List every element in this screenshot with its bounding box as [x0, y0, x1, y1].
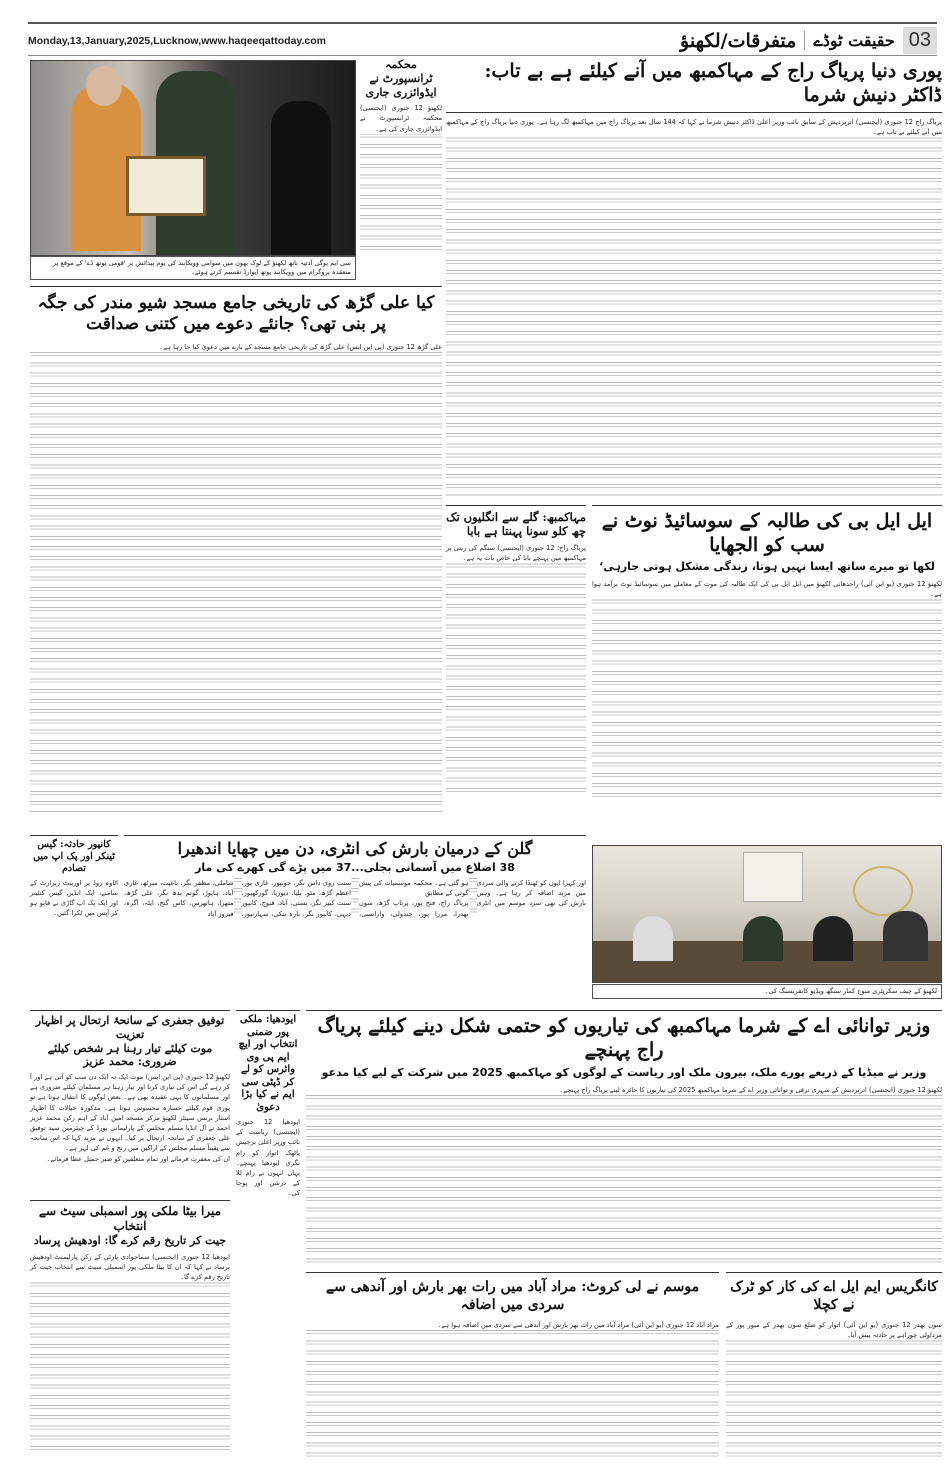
figure-shape	[271, 101, 331, 256]
article-minister	[306, 1010, 942, 1265]
subheadline: موت کیلئے تیار رہنا ہر شخص کیلئے ضروری: محمد عزیز	[47, 1041, 213, 1069]
article-lead: اور کہرا ایوں کو ٹھنڈا کرتے والی سردی میں مزید اضافہ کر رہا ہے۔ وہیں بارش کی بھی سرد موسم میں انٹری ہو گئی ہے۔ محکمہ موسمیات کی پیش گوئی کے مطابق	[359, 878, 586, 919]
article-lead: سون بھدر 12 جنوری (یو این آئی) اتوار کو ضلع سون بھدر کے میور پور کے مرداولی چوراہے پر حادثہ پیش آیا۔	[726, 1321, 942, 1340]
article-awadhesh	[30, 1200, 230, 1452]
header-rule	[28, 22, 937, 24]
article-moradabad	[306, 1272, 719, 1460]
certificate	[126, 156, 206, 216]
section-title: متفرقات/لکھنؤ	[680, 29, 797, 52]
headline: پوری دنیا پریاگ راج کے مہاکمبھ میں آنے کیلئے ہے بے تاب: ڈاکٹر دنیش شرما	[446, 60, 942, 113]
screen-shape	[743, 852, 803, 902]
headline: کانپور حادثہ: گیس ٹینکر اور پک اپ میں تصادم	[30, 835, 118, 875]
article-kanpur	[30, 835, 118, 918]
subheadline: 38 اضلاع میں آسمانی بجلی...37 میں پڑے گی کھرے کی مار	[195, 861, 515, 874]
headline: ایودھیا: ملکی پور ضمنی انتخاب اور ایچ ایم پی وی وائرس کو لے کر ڈپٹی سی ایم نے کیا بڑا دعویٰ	[236, 1010, 300, 1114]
article-lead: علی گڑھ 12 جنوری (پی این ایس) علی گڑھ کی تاریخی جامع مسجد کے بارے میں دعویٰ کیا جا رہا ہے۔	[30, 342, 442, 352]
article-jafri	[30, 1010, 230, 1164]
article-student	[592, 505, 942, 799]
headline: میرا بیٹا ملکی پور اسمبلی سیٹ سے انتخاب	[30, 1200, 230, 1234]
article-lead: پریاگ راج 12 جنوری (ایجنسی) اترپردیش کے سابق نائب وزیر اعلیٰ ڈاکٹر دنیش شرما نے کہا کہ 144 سال بعد پریاگ راج میں مہاکمبھ لگ رہا ہے۔ پوری دنیا پریاگ راج کے مہاکمبھ میں آنے کیلئے بے تاب ہے۔	[446, 117, 942, 136]
article-closing: ان کی مغفرت فرمائے اور تمام متعلقین کو صبر جمیل عطا فرمائے۔	[30, 1154, 230, 1164]
headline: محکمہ ٹرانسپورٹ نے ایڈوائزری جاری	[365, 58, 437, 99]
article-baba	[446, 505, 586, 793]
page-number: 03	[903, 27, 937, 54]
headline: گلن کے درمیان بارش کی انٹری، دن میں چھایا اندھیرا	[124, 835, 586, 859]
article-lead: اٹاوہ روڈ پر اورینٹ ریزارٹ کے سامنے، ایک انڈین گیس کنٹینر اور ایک پک اپ گاڑی بے قابو ہو کر آپس میں ٹکرا گئیں۔	[30, 878, 118, 918]
photo-caption: لکھنؤ کے چیف سکریٹری منوج کمار سنگھ ویڈیو کانفرنسنگ کی۔	[592, 984, 942, 999]
meeting-photo	[592, 845, 942, 983]
headline: ایل ایل بی کی طالبہ کے سوسائیڈ نوٹ نے سب کو الجھایا	[592, 505, 942, 558]
headline: موسم نے لی کروٹ: مراد آباد میں رات بھر بارش اور آندھی سے سردی میں اضافہ	[306, 1272, 719, 1314]
dateline: Monday,13,January,2025,Lucknow,www.haqeeqattoday.com	[28, 34, 326, 47]
article-lead: پریاگ راج: 12 جنوری (ایجنسی) سنگم کی ریتی پر مہاکمبھ میں پہنچے بابا کی خاص بات یہ ہے۔	[446, 543, 586, 562]
headline: کیا علی گڑھ کی تاریخی جامع مسجد شیو مندر کی جگہ پر بنی تھی؟ جانئے دعوے میں کتنی صداقت	[30, 286, 442, 336]
masthead-logo: حقیقت ٹوڈے	[804, 31, 894, 50]
headline: مہاکمبھ: گلے سے انگلیوں تک چھ کلو سونا پہنتا ہے بابا	[446, 505, 586, 539]
article-congress	[726, 1272, 942, 1460]
article-aligarh	[30, 286, 442, 812]
subheadline: وزیر نے میڈیا کے ذریعے پورے ملک، بیرون ملک اور ریاست کے لوگوں کو مہاکمبھ 2025 میں شرکت کے لیے کیا مدعو	[321, 1065, 927, 1079]
article-lead: مراد آباد 12 جنوری (یو این آئی) مراد آباد میں رات بھر بارش اور آندھی سے سردی میں اضافہ ہوا ہے۔	[306, 1320, 719, 1330]
article-transport	[360, 58, 442, 253]
district-list: پریاگ راج، فتح پور، پرتاپ گڑھ، سون بھدرا، مرزا پور، چندولی، وارانسی، سنت روی داس نگر، جونپور، غازی پور، اعظم گڑھ، مئو، بلیا، دیوریا، گورکھپور، سنت کبیر نگر، بستی، آباد، قنوج، کانپور دیہی، کانپور نگر، بارہ بنکی، سہارنپور، شاملی، مظفر نگر، باغپت، میرٹھ، غازی آباد، ہاپوڑ، گوتم بدھ نگر، علی گڑھ، متھرا، ہاتھرس، کاس گنج، ایٹہ، آگرہ، فیروز آباد	[124, 879, 469, 918]
figure-shape	[743, 916, 783, 961]
headline: وزیر توانائی اے کے شرما مہاکمبھ کی تیاریوں کو حتمی شکل دینے کیلئے پریاگ راج پہنچے	[306, 1010, 942, 1063]
figure-shape	[813, 916, 853, 961]
figure-shape	[633, 916, 673, 961]
page-header	[28, 26, 937, 56]
headline: کانگریس ایم ایل اے کی کار کو ٹرک نے کچلا	[726, 1272, 942, 1314]
award-photo	[30, 60, 356, 256]
article-sharma	[446, 60, 942, 497]
article-lead: لکھنؤ 12 جنوری (ایجنسی) محکمہ ٹرانسپورٹ نے ایڈوائزری جاری کی ہے۔	[360, 104, 442, 133]
article-pathak	[236, 1010, 300, 1199]
article-lead: لکھنؤ 12 جنوری (یو این آئی) راجدھانی لکھنؤ میں ایل ایل بی کی ایک طالبہ کی موت کے معاملے میں سوسائیڈ نوٹ برآمد ہوا ہے۔	[592, 579, 942, 598]
article-lead: ایودھیا 12 جنوری (ایجنسی) ریاست کے نائب وزیر اعلیٰ برجیش پاٹھک اتوار کو رام نگری ایودھیا پہنچے۔ یہاں انہوں نے رام للا کے درشن اور پوجا کی۔	[236, 1118, 300, 1198]
subheadline: جیت کر تاریخ رقم کرے گا: اودھیش پرساد	[33, 1234, 227, 1247]
article-lead: لکھنؤ 12 جنوری (پی این ایس) موت ایک نہ ایک دن سب کو آتی ہے اور آ کر رہے گی اس کی تیاری کرنا اور تیار رہنا ہر مسلمان کیلئے ضروری ہے اور مسلمانوں کا یہی عقیدہ بھی ہے۔ بعض لوگوں کا انتقال ہوتا ہے تو پوری قوم کیلئے خسارہ محسوس ہوتا ہے۔ مذکورہ خیالات کا اظہار استار برنس سینٹر لکھنؤ مرکز مسجد امین آباد کے اہم رکن محمد عزیز احمد نے آل انڈیا مسلم مجلس کے پارلیمانی بورڈ کے چیئرمین سید توفیق علی جعفری کے سانحہ ارتحال پر کیا۔ انہوں نے مزید کہا کہ اس سانحہ سے یقیناً مسلم مجلس کے اراکین میں رنج و غم کی لہر ہے۔	[30, 1073, 230, 1153]
subheadline: لکھا تو میرے ساتھ ایسا نہیں ہوتا، زندگی مشکل ہوتی جارہی‘	[599, 559, 935, 573]
photo-caption: سی ایم یوگی آدتیہ ناتھ لکھنؤ کے لوک بھون میں سوامی وویکانند کی یوم پیدائش پر 'قومی یوتھ ڈے' کے موقع پر منعقدہ پروگرام میں وویکانند یوتھ ایوارڈ تقسیم کرتے ہوئے۔	[30, 256, 356, 280]
article-weather	[124, 835, 586, 919]
figure-shape	[883, 911, 928, 961]
figure-head	[86, 66, 122, 106]
article-lead: ایودھیا 12 جنوری (ایجنسی) سماجوادی پارٹی کے رکن پارلیمنٹ اودھیش پرساد نے کہا کہ ان کا بیٹا ملکی پور اسمبلی سیٹ سے انتخاب جیت کر تاریخ رقم کرے گا۔	[30, 1252, 230, 1282]
emblem-shape	[853, 866, 913, 916]
headline: توفیق جعفری کے سانحۂ ارتحال پر اظہار تعزیت	[30, 1010, 230, 1042]
article-lead: لکھنؤ 12 جنوری (ایجنسی) اترپردیش کے شہری ترقی و توانائی وزیر اے کے شرما مہاکمبھ 2025 کی تیاریوں کا جائزہ لینے پریاگ راج پہنچے۔	[306, 1085, 942, 1095]
